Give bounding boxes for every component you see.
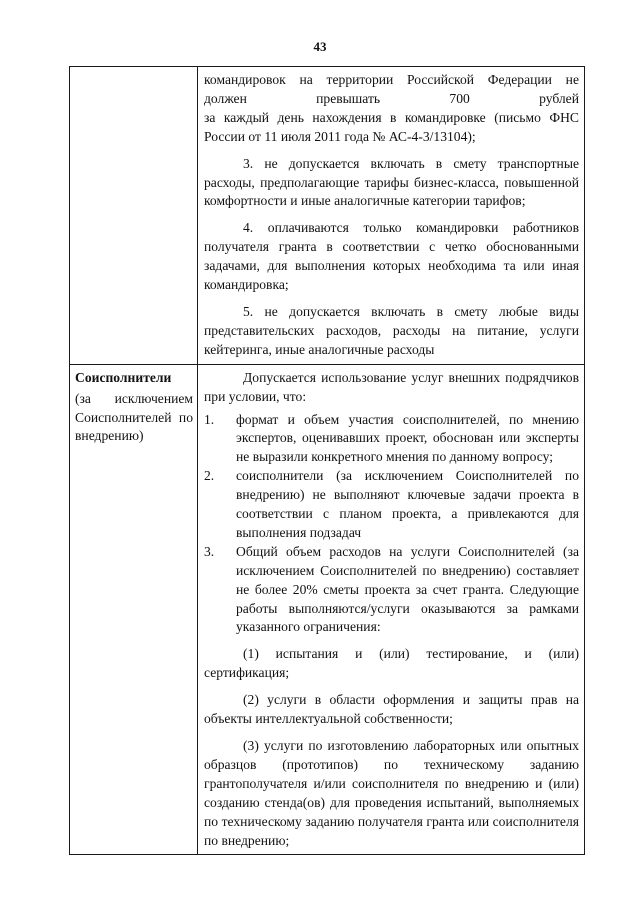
co-executors-note: (за исключением Соисполнителей по внедрению) [75,390,193,444]
rule-3-transport: 3. не допускается включать в смету транспортные расходы, предполагающие тарифы бизнес-класса, повышенной комфортности и иные аналогичные категории тарифов; [204,155,579,209]
contractors-intro: Допускается использование услуг внешних подрядчиков при условии, что: [204,369,579,404]
travel-limit-line-2: должен превышать 700 рублей [204,90,579,106]
row1-right-cell [198,67,585,365]
document-table [69,66,585,855]
list-item-number: 1. [204,411,215,427]
list-item-text: Общий объем расходов на услуги Соисполнителей (за исключением Соисполнителей по внедрению) составляет не более 20% сметы проекта за счет гранта. Следующие работы выполняются/услуги оказываются за рамками указанного ограничения: [236,543,579,635]
row1-left-cell [70,67,198,365]
list-item-text: формат и объем участия соисполнителей, по мнению экспертов, оценивавших проект, обоснован или эксперты не выразили конкретного мнения по данному вопросу; [236,411,579,465]
page-number: 43 [313,39,327,54]
list-item [204,467,579,543]
co-executors-title: Соисполнители [75,369,172,385]
exception-1-certification: (1) испытания и (или) тестирование, и (или) сертификация; [204,646,579,681]
travel-limit-rest: за каждый день нахождения в командировке (письмо ФНС России от 11 июля 2011 года № АС-4-3/13104); [204,109,579,144]
rule-4-business-trips: 4. оплачиваются только командировки работников получателя гранта в соответствии с четко обоснованными задачами, для выполнения которых необходима та или иная командировка; [204,220,579,293]
exception-3-prototypes: (3) услуги по изготовлению лабораторных или опытных образцов (прототипов) по техническому заданию грантополучателя и/или соисполнителя по внедрению и (или) созданию стенда(ов) для проведения испытаний, выполняемых по техническому заданию получателя гранта или соисполнителя по внедрению; [204,738,579,848]
list-item-text: соисполнители (за исключением Соисполнителей по внедрению) не выполняют ключевые задачи проекта в соответствии с планом проекта, а привлекаются для выполнения подзадач [236,468,579,540]
list-item [204,543,579,638]
row2-right-cell [198,364,585,855]
list-item [204,411,579,468]
table-row [70,364,585,855]
exception-2-ip-rights: (2) услуги в области оформления и защиты прав на объекты интеллектуальной собственности; [204,692,579,727]
list-item-number: 2. [204,468,215,484]
rule-5-representation: 5. не допускается включать в смету любые виды представительских расходов, расходы на питание, услуги кейтеринга, иные аналогичные расходы [204,303,579,357]
travel-limit-line-1: командировок на территории Российской Федерации не [204,72,579,87]
list-item-number: 3. [204,543,215,559]
row2-left-cell [70,364,198,855]
table-row [70,67,585,365]
